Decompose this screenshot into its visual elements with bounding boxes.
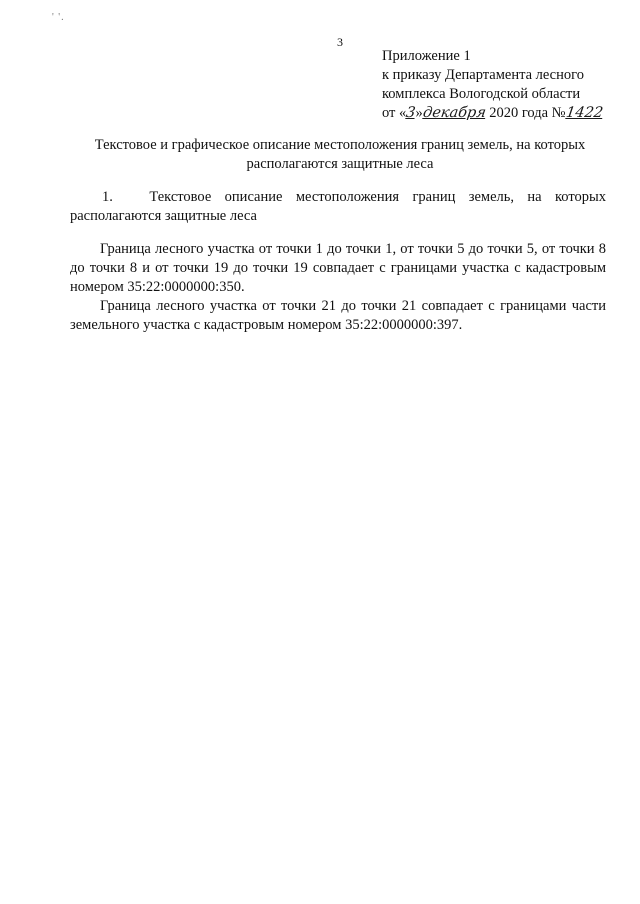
document-title-line-2: располагаются защитные леса (246, 156, 434, 172)
section-heading-text: Текстовое описание местоположения границ земель, на которых располагаются защитные леса (70, 189, 607, 224)
section-number: 1. (102, 189, 113, 205)
annex-date-line (382, 104, 632, 123)
handwritten-order-number: 1422 (564, 105, 604, 121)
paragraph-boundary-1: Граница лесного участка от точки 1 до точки 1, от точки 5 до точки 5, от точки 8 до точки 8 и от точки 19 до точки 19 совпадает с границами участка с кадастровым номером 35:22:0000000:350. (70, 241, 606, 295)
section-heading (70, 188, 606, 226)
annex-header (382, 47, 632, 123)
annex-title: Приложение 1 (382, 48, 471, 64)
paragraph-boundary-2: Граница лесного участка от точки 21 до точки 21 совпадает с границами части земельного участка с кадастровым номером 35:22:0000000:397. (70, 298, 606, 333)
document-title-line-1: Текстовое и графическое описание местоположения границ земель, на которых (94, 137, 586, 153)
document-title (70, 136, 610, 174)
annex-year: 2020 года № (489, 105, 566, 121)
annex-order-ref: к приказу Департамента лесного (382, 67, 584, 83)
page-number: 3 (337, 35, 343, 49)
handwritten-day: 3 (405, 105, 417, 121)
annex-department: комплекса Вологодской области (382, 86, 581, 102)
annex-date-quote: » (415, 105, 423, 121)
scan-artifact: ' '. (52, 12, 65, 23)
handwritten-month: декабря (421, 105, 487, 121)
annex-date-prefix: от « (382, 105, 407, 121)
